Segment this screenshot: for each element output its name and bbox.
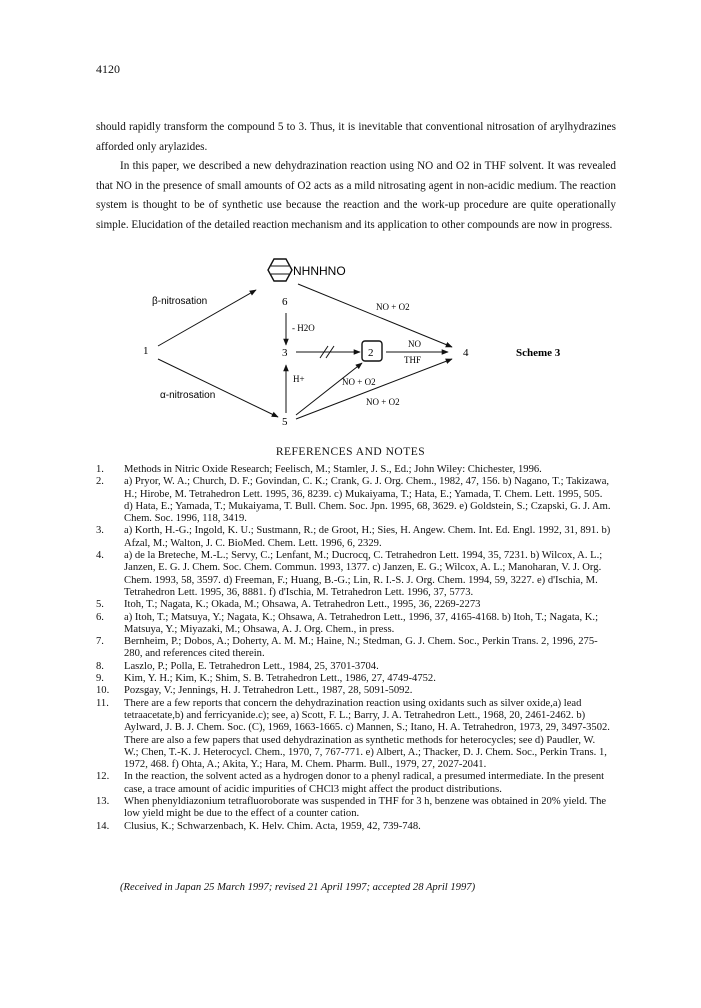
references-title: REFERENCES AND NOTES [275,446,426,458]
reference-number: 10. [96,685,110,697]
reference-text: Pozsgay, V.; Jennings, H. J. Tetrahedron Lett., 1987, 28, 5091-5092. [124,685,413,697]
reference-number: 7. [96,636,104,648]
paragraph-1: should rapidly transform the compound 5 to 3. Thus, it is inevitable that conventional nitrosation of arylhydrazines afforded only arylazides. [96,121,616,153]
reference-number: 5. [96,599,104,611]
reference-text: a) Korth, H.-G.; Ingold, K. U.; Sustmann, R.; de Groot, H.; Sies, H. Angew. Chem. Int. Ed. Engl. 1992, 31, 891. b) Afzal, M.; Walton, J. C. BioMed. Chem. Lett. 1996, 6, 2329. [124,525,611,549]
reference-item [96,685,611,697]
no-o2-middle: NO + O2 [342,377,376,387]
reference-item [96,599,611,611]
reference-number: 2. [96,476,104,488]
scheme-label: Scheme 3 [516,347,561,359]
no-label: NO [408,339,421,349]
reference-text: When phenyldiazonium tetrafluoroborate was suspended in THF for 3 h, benzene was obtained in 20% yield. The low yield might be due to the effect of a counter cation. [124,796,607,820]
minus-h2o-label: - H2O [292,323,315,333]
reference-text: a) Itoh, T.; Matsuya, Y.; Nagata, K.; Ohsawa, A. Tetrahedron Lett., 1996, 37, 4165-4168. b) Itoh, T.; Nagata, K.; Matsuya, Y.; Miyazaki, M.; Ohsawa, A. J. Org. Chem., in press. [124,611,599,635]
reference-text: a) de la Breteche, M.-L.; Servy, C.; Lenfant, M.; Ducrocq, C. Tetrahedron Lett. 1994, 35, 7231. b) Wilcox, A. L.; Janzen, E. G. J. Chem. Soc. Chem. Commun. 1993, 1377. c) Janzen, E. G.; Wilcox, A. L.; Manoharan, V. J. Org. Chem. 1993, 58, 3597. d) Freeman, F.; Huang, B.-G.; Lin, R. I.-S. J. Org. Chem. 1994, 59, 3227. e) d'Ischia, M. Tetrahedron Lett. 1995, 36, 8881. f) d'Ischia, M. Tetrahedron Lett. 1996, 37, 5773. [124,550,603,598]
references-list [96,464,611,833]
reference-item [96,550,611,599]
beta-nitrosation-label: β-nitrosation [152,296,208,307]
reference-item [96,612,611,637]
reference-number: 9. [96,673,104,685]
compound-5: 5 [282,416,288,428]
reference-number: 1. [96,464,104,475]
reference-item [96,525,611,550]
reference-item [96,464,611,476]
reference-number: 14. [96,820,110,832]
compound-4: 4 [463,347,469,359]
no-o2-bottom: NO + O2 [366,397,400,407]
reference-text: Laszlo, P.; Polla, E. Tetrahedron Lett., 1984, 25, 3701-3704. [124,660,379,672]
reference-number: 11. [96,697,109,709]
received-dates: (Received in Japan 25 March 1997; revised 21 April 1997; accepted 28 April 1997) [120,882,476,893]
reference-item [96,771,611,796]
arrow-benzene-to-4 [298,284,452,347]
reference-text: Methods in Nitric Oxide Research; Feelisch, M.; Stamler, J. S., Ed.; John Wiley: Chichester, 1996. [124,464,542,475]
reference-item [96,636,611,661]
compound-3: 3 [282,347,288,359]
compound-1: 1 [143,345,149,357]
reference-item [96,698,611,772]
reference-number: 12. [96,771,110,783]
thf-label: THF [404,355,422,365]
arrow-5-to-2 [296,363,362,415]
page-number: 4120 [96,62,120,76]
paragraph-2: In this paper, we described a new dehydrazination reaction using NO and O2 in THF solvent. It was revealed that NO in the presence of small amounts of O2 acts as a mild nitrosating agent in non-acidic medium. The reaction system is thought to be of synthetic use because the reaction and the work-up procedure are quite operationally simple. Elucidation of the detailed reaction mechanism and its application to other compounds are now in progress. [96,160,616,231]
reference-number: 13. [96,796,110,808]
h-plus-label: H+ [293,374,305,384]
reference-number: 8. [96,660,104,672]
reference-text: Clusius, K.; Schwarzenbach, K. Helv. Chim. Acta, 1959, 42, 739-748. [124,820,421,832]
reference-text: In the reaction, the solvent acted as a hydrogen donor to a phenyl radical, a presumed intermediate. In the present case, a trace amount of acidic impurities of CHCl3 might affect the product distributions. [124,771,605,795]
reference-text: Kim, Y. H.; Kim, K.; Shim, S. B. Tetrahedron Lett., 1986, 27, 4749-4752. [124,673,436,685]
benzene-ring-icon [268,259,292,281]
reference-text: Itoh, T.; Nagata, K.; Okada, M.; Ohsawa, A. Tetrahedron Lett., 1995, 36, 2269-2273 [124,599,481,611]
alpha-nitrosation-label: α-nitrosation [160,390,216,401]
reference-number: 3. [96,525,104,537]
arrow-5-to-4 [296,359,452,419]
reference-text: There are a few reports that concern the dehydrazination reaction using oxidants such as silver oxide,a) lead tetraacetate,b) and ferricyanide.c); see, a) Scott, F. L.; Barry, J. A. Tetrahedron Lett., 1968, 20, 2461-2462. b) Aylward, J. B. J. Chem. Soc. (C), 1969, 1663-1665. c) Mannen, S.; Itano, H. A. Tetrahedron, 1973, 29, 3497-3502. There are also a few papers that used dehydrazination as synthetic methods for heterocycles; see d) Paudler, W. W.; Chen, T.-K. J. Heterocycl. Chem., 1970, 7, 767-771. e) Albert, A.; Thacker, D. J. Chem. Soc., Perkin Trans. 1, 1972, 468. f) Ohta, A.; Akita, Y.; Hara, M. Chem. Pharm. Bull., 1979, 27, 2027-2041. [124,697,610,771]
compound-6: 6 [282,296,288,308]
compound-2: 2 [368,347,374,359]
arrow-1-to-5 [158,359,278,417]
body-text [96,118,616,235]
reference-text: Bernheim, P.; Dobos, A.; Doherty, A. M. M.; Haine, N.; Stedman, G. J. Chem. Soc., Perkin Trans. 2, 1996, 275-280, and references cited therein. [124,636,598,660]
reference-item [96,796,611,821]
reference-item [96,673,611,685]
no-o2-top: NO + O2 [376,302,410,312]
reference-item [96,661,611,673]
reference-number: 4. [96,550,104,562]
reference-item [96,476,611,525]
substituent-label: NHNHNO [293,264,346,278]
reaction-scheme [96,255,616,435]
reference-item [96,821,611,833]
reference-number: 6. [96,611,104,623]
reference-text: a) Pryor, W. A.; Church, D. F.; Govindan, C. K.; Crank, G. J. Org. Chem., 1982, 47, 156. b) Nagano, T.; Takizawa, H.; Hirobe, M. Tetrahedron Lett. 1995, 36, 8239. c) Mukaiyama, T.; Hata, E.; Yamada, T. Chem. Lett. 1995, 505. d) Hata, E.; Yamada, T.; Mukaiyama, T. Bull. Chem. Soc. Jpn. 1995, 68, 3629. e) Goldstein, S.; Czapski, G. J. Am. Chem. Soc. 1996, 118, 3419. [124,476,611,525]
